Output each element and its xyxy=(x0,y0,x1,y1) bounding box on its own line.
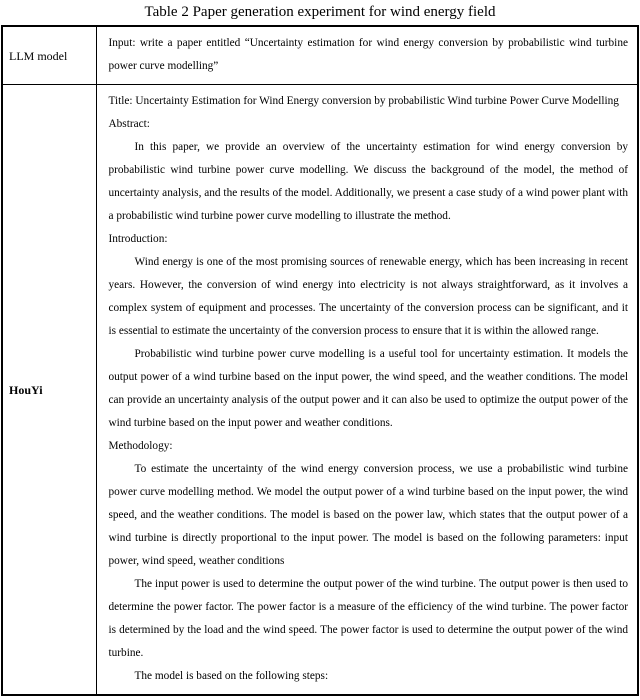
input-prompt-text: Input: write a paper entitled “Uncertainty estimation for wind energy conversion by probabilistic wind turbine power curve modelling” xyxy=(108,37,628,72)
input-row xyxy=(2,26,638,85)
table-caption: Table 2 Paper generation experiment for wind energy field xyxy=(144,4,496,20)
methodology-paragraph-2: The input power is used to determine the output power of the wind turbine. The output power is then used to determine the power factor. The power factor is a measure of the efficiency of the wind turbine. The power factor is determined by the load and the wind speed. The power factor is used to determine the output power of the wind turbine. xyxy=(108,578,628,659)
introduction-heading: Introduction: xyxy=(108,233,168,245)
input-prompt-cell xyxy=(96,26,638,85)
model-name-label: HouYi xyxy=(2,85,96,696)
paper-title: Title: Uncertainty Estimation for Wind Energy conversion by probabilistic Wind turbine Power Curve Modelling xyxy=(108,95,619,107)
generated-paper-cell xyxy=(96,85,638,696)
methodology-paragraph-1: To estimate the uncertainty of the wind energy conversion process, we use a probabilistic wind turbine power curve modelling method. We model the output power of a wind turbine based on the input power, the wind speed, and the weather conditions. The model is based on the power law, which states that the output power of a wind turbine is directly proportional to the input power. The model is based on the following parameters: input power, wind speed, weather conditions xyxy=(108,463,628,567)
introduction-paragraph-1: Wind energy is one of the most promising sources of renewable energy, which has been increasing in recent years. However, the conversion of wind energy into electricity is not always straightforward, as it involves a complex system of equipment and processes. The uncertainty of the conversion process can be significant, and it is essential to estimate the uncertainty of the conversion process to ensure that it is within the allowed range. xyxy=(108,256,628,337)
introduction-paragraph-2: Probabilistic wind turbine power curve modelling is a useful tool for uncertainty estimation. It models the output power of a wind turbine based on the input power, the wind speed, and the weather conditions. The model can provide an uncertainty analysis of the output power and it can also be used to optimize the output power of the wind turbine based on the input power and weather conditions. xyxy=(108,348,628,429)
llm-model-label: LLM model xyxy=(2,26,96,85)
methodology-paragraph-3: The model is based on the following steps: xyxy=(134,670,329,682)
methodology-heading: Methodology: xyxy=(108,440,173,452)
abstract-heading: Abstract: xyxy=(108,118,150,130)
abstract-paragraph: In this paper, we provide an overview of the uncertainty estimation for wind energy conversion by probabilistic wind turbine power curve modelling. We discuss the background of the model, the method of uncertainty analysis, and the results of the model. Additionally, we present a case study of a wind power plant with a probabilistic wind turbine power curve modelling to illustrate the method. xyxy=(108,141,628,222)
paper-generation-table xyxy=(1,25,639,696)
output-row xyxy=(2,85,638,696)
